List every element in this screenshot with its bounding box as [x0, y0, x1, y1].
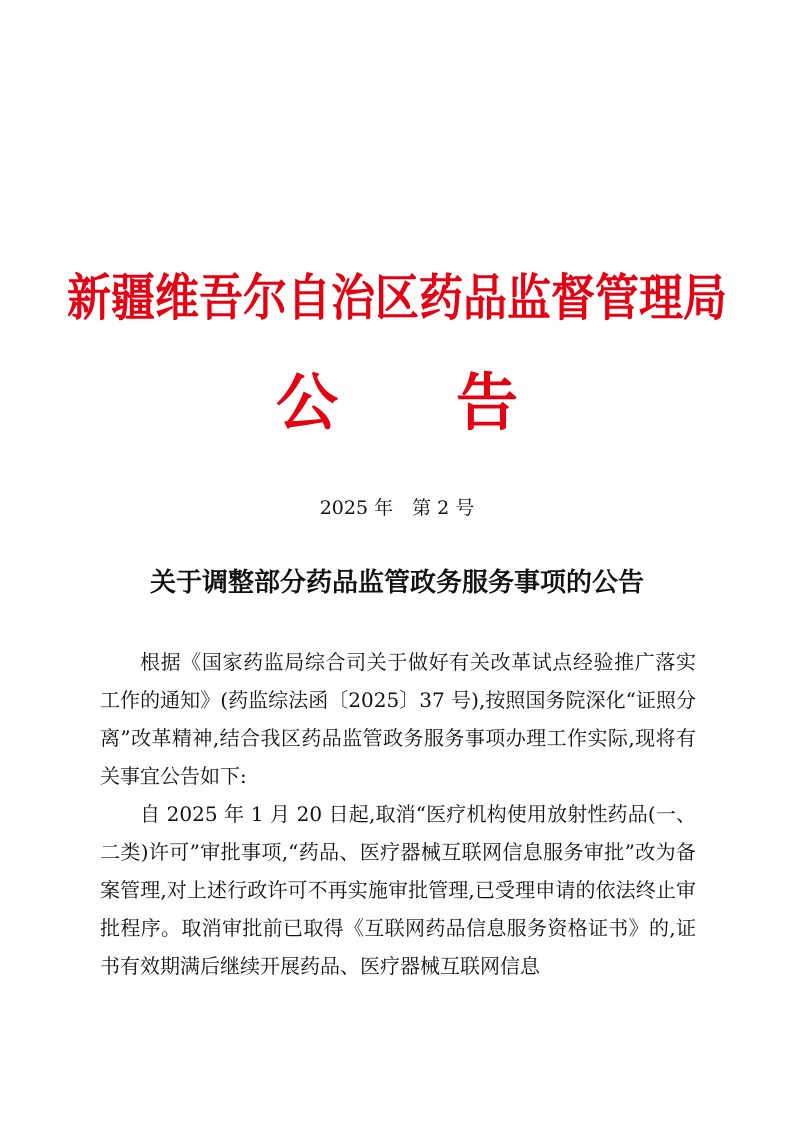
document-type-heading: 公告	[275, 366, 636, 439]
document-number: 2025 年 第 2 号	[319, 497, 475, 519]
body-paragraph-1: 根据《国家药监局综合司关于做好有关改革试点经验推广落实工作的通知》(药监综法函〔2025〕37 号),按照国务院深化“证照分离”改革精神,结合我区药品监管政务服务事项办理工作实际,现将有关事宜公告如下:	[100, 650, 696, 788]
issuing-authority: 新疆维吾尔自治区药品监督管理局	[67, 268, 728, 327]
body-paragraph-2: 自 2025 年 1 月 20 日起,取消“医疗机构使用放射性药品(一、二类)许可”审批事项,“药品、医疗器械互联网信息服务审批”改为备案管理,对上述行政许可不再实施审批管理,已受理申请的依法终止审批程序。取消审批前已取得《互联网药品信息服务资格证书》的,证书有效期满后继续开展药品、医疗器械互联网信息	[100, 802, 696, 978]
document-title: 关于调整部分药品监管政务服务事项的公告	[149, 568, 644, 598]
document-body	[100, 643, 696, 985]
